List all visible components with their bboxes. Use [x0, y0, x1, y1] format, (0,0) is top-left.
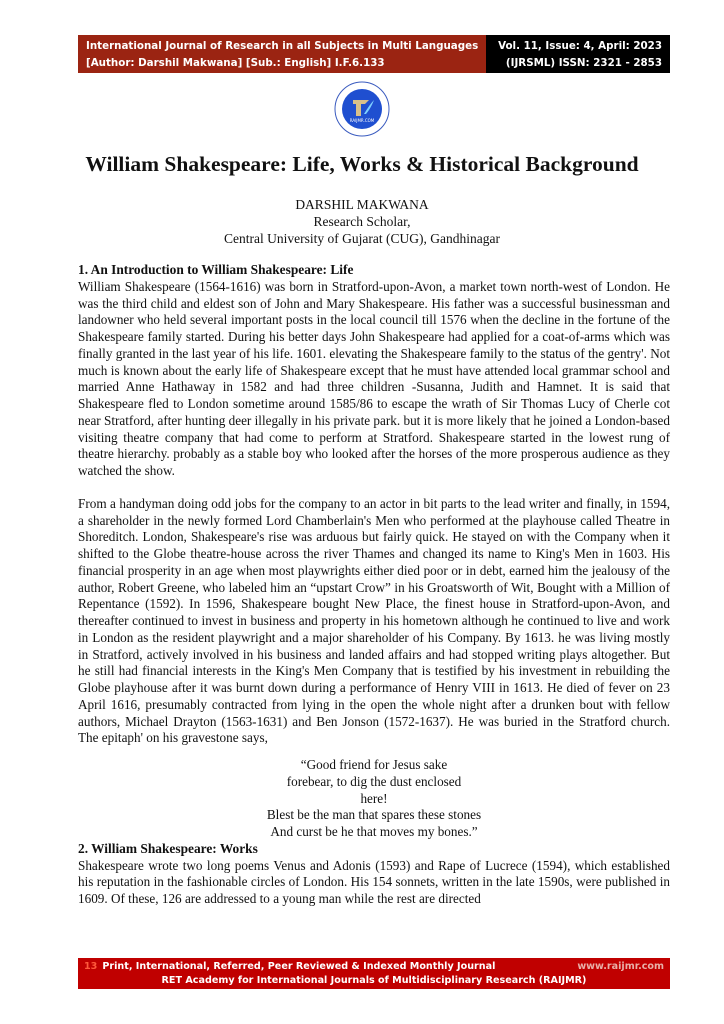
poem-line: here!: [360, 790, 388, 806]
article-body: [78, 262, 670, 908]
journal-url-link[interactable]: www.raijmr.com: [577, 961, 664, 972]
poem-line: “Good friend for Jesus sake: [300, 757, 448, 772]
svg-text:RAIJMR.COM: RAIJMR.COM: [349, 118, 375, 123]
paragraph: William Shakespeare (1564-1616) was born in Stratford-upon-Avon, a market town north-west of London. He was the third child and eldest son of John and Mary Shakespeare. His father was a successful businessman and landowner who held several important posts in the local council till 1576 when the decline in the fortune of the Shakespeare family started. During his better days John Shakespeare had applied for a coat-of-arms which was finally granted in the last year of his life. 1601. elevating the Shakespeare family to the status of the gentry'. Not much is known about the early life of Shakespeare except that he must have attended local grammar school and married Anne Hathaway in 1582 and had three children -Susanna, Judith and Hamnet. It is said that Shakespeare fled to London sometime around 1585/86 to escape the wrath of Sir Thomas Lucy of Cherle cot near Stratford, after hunting deer illegally in his private park. but it is more likely that he joined a London-based visiting theatre company that had come to perform at Stratford. Shakespeare started in the lowest rung of theatre hierarchy. probably as a stable boy who looked after the horses of the more prosperous audience as they watched the show.: [78, 278, 670, 478]
footer-publisher: RET Academy for International Journals of Multidisciplinary Research (RAIJMR): [161, 975, 587, 986]
raijmr-logo: [334, 80, 390, 138]
author-role: Research Scholar,: [313, 214, 411, 229]
header-right: [486, 35, 670, 73]
section-heading: 1. An Introduction to William Shakespeare: Life: [78, 262, 354, 277]
section-heading: 2. William Shakespeare: Works: [78, 840, 258, 856]
journal-name: International Journal of Research in all Subjects in Multi Languages: [86, 40, 479, 52]
journal-header: [78, 35, 670, 73]
journal-footer: [78, 958, 670, 989]
issue-info: Vol. 11, Issue: 4, April: 2023: [498, 40, 662, 52]
paper-title: William Shakespeare: Life, Works & Historical Background: [85, 152, 639, 176]
issn-info: (IJRSML) ISSN: 2321 - 2853: [505, 57, 662, 69]
author-affiliation: Central University of Gujarat (CUG), Gandhinagar: [224, 231, 500, 246]
author-subject-line: [Author: Darshil Makwana] [Sub.: English] I.F.6.133: [86, 57, 385, 69]
header-left: [78, 35, 486, 73]
poem-line: Blest be the man that spares these stones: [266, 807, 482, 823]
page-number: 13: [84, 961, 98, 972]
poem-line: And curst be he that moves my bones.”: [270, 824, 478, 839]
author-name: DARSHIL MAKWANA: [295, 197, 429, 212]
footer-tagline: Print, International, Referred, Peer Reviewed & Indexed Monthly Journal: [102, 961, 496, 972]
paragraph: Shakespeare wrote two long poems Venus and Adonis (1593) and Rape of Lucrece (1594), which established his reputation in the fashionable circles of London. His 154 sonnets, written in the late 1590s, were published in 1609. Of these, 126 are addressed to a young man while the rest are directed: [78, 857, 670, 906]
poem-line: forebear, to dig the dust enclosed: [286, 773, 462, 789]
epitaph-poem: [78, 757, 670, 841]
author-block: [0, 196, 724, 247]
paragraph: From a handyman doing odd jobs for the company to an actor in bit parts to the lead writer and finally, in 1594, a shareholder in the newly formed Lord Chamberlain's Men who performed at the playhouse called Theatre in Shoreditch. London, Shakespeare's rise was arduous but fairly quick. He stayed on with the Company when it shifted to the Globe theatre-house across the river Thames and changed its name to King's Men in 1603. His financial prosperity in an age when most playwrights either died poor or in debt, earned him the jealousy of the author, Robert Greene, who labeled him an “upstart Crow” in his Groatsworth of Wit, Bought with a Million of Repentance (1592). In 1596, Shakespeare bought New Place, the finest house in Stratford-upon-Avon, and thereafter continued to invest in business and property in his hometown although he continued to live and work in London as the resident playwright and a major shareholder of his Company. By 1613. he was living mostly in Stratford, actively involved in his business and landed affairs and had stopped writing plays altogether. But he still had financial interests in the King's Men Company that is testified by his investment in rebuilding the Globe playhouse after it was burnt down during a performance of Henry VIII in 1613. He died of fever on 23 April 1616, presumably contracted from lying in the open the whole night after a drunken bout with fellow authors, Michael Drayton (1563-1631) and Ben Jonson (1572-1637). He was buried in the Stratford church. The epitaph' on his gravestone says,: [78, 495, 670, 746]
